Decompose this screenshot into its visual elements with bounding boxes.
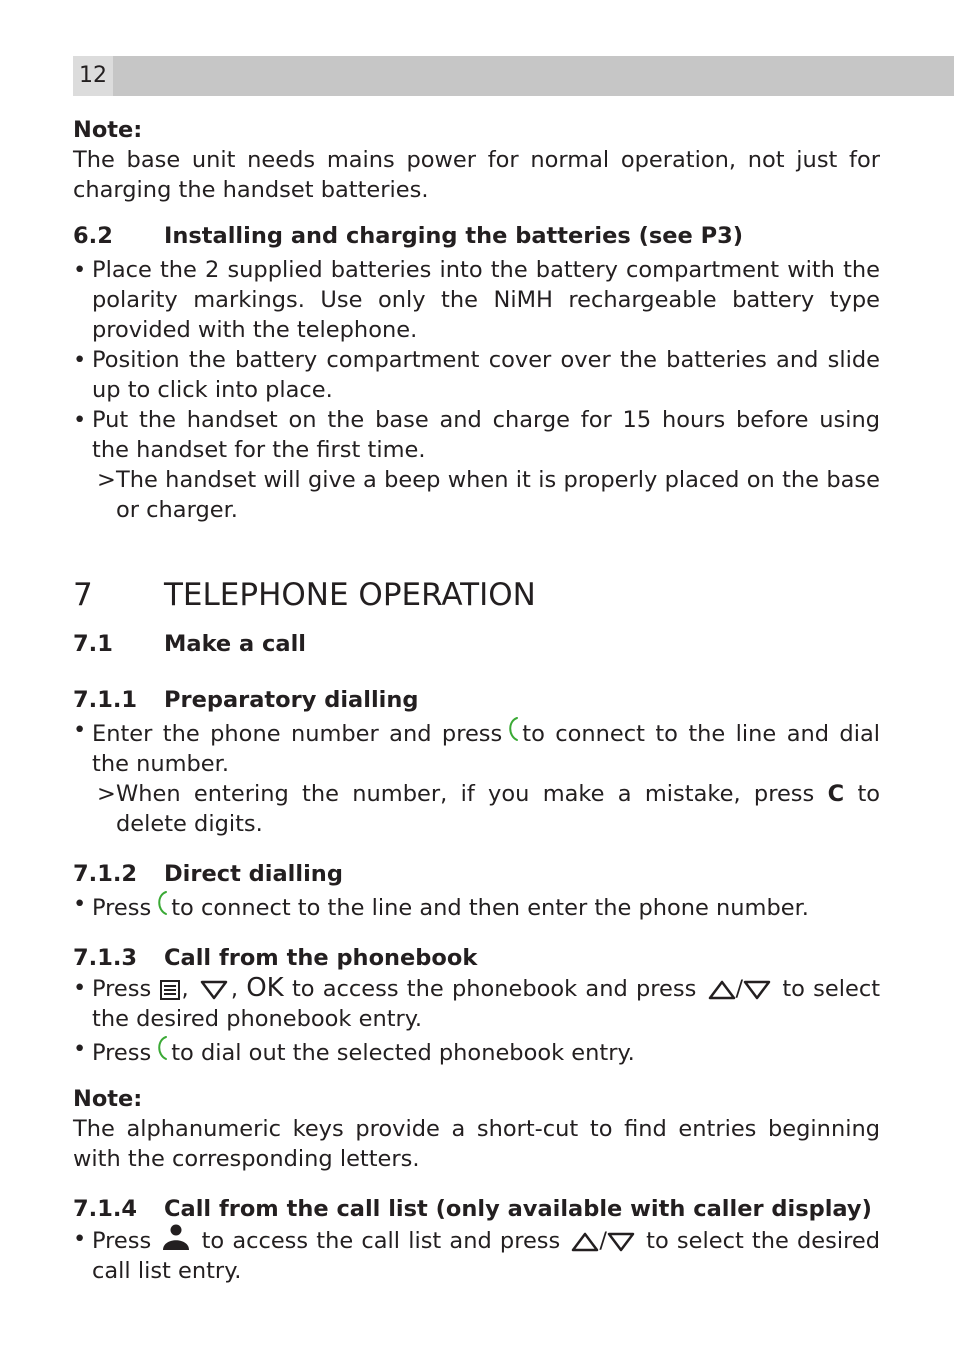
talk-key-icon xyxy=(154,1034,168,1064)
section-heading-6-2 xyxy=(73,221,880,251)
chapter-title: TELEPHONE OPERATION xyxy=(164,577,536,613)
page-content xyxy=(73,115,880,1286)
page-number: 12 xyxy=(73,56,113,96)
header-bar xyxy=(73,56,954,96)
up-arrow-icon xyxy=(571,1232,599,1252)
section-title: Installing and charging the batteries (see P3) xyxy=(164,223,744,249)
down-arrow-icon xyxy=(743,980,771,1000)
list-item: • Press , , OK to access the phonebook and press / to select the desired phonebook entry. xyxy=(73,973,881,1032)
list-item: • Press to connect to the line and then enter the phone number. xyxy=(73,891,809,921)
section-heading-7-1-3: 7.1.3 Call from the phonebook xyxy=(73,945,478,971)
list-item: • Position the battery compartment cover over the batteries and slide up to click into place. xyxy=(73,347,880,403)
note-label: Note: xyxy=(73,1086,143,1112)
list-item: • Press to access the call list and press / to select the desired call list entry. xyxy=(73,1226,881,1284)
note-text: The base unit needs mains power for normal operation, not just for charging the handset batteries. xyxy=(73,147,880,203)
menu-key-icon xyxy=(160,980,180,1000)
chapter-heading xyxy=(73,577,880,613)
down-arrow-icon xyxy=(607,1232,635,1252)
section-heading-7-1-4: 7.1.4 Call from the call list (only available with caller display) xyxy=(73,1196,872,1222)
section-number: 6.2 xyxy=(73,223,113,249)
section-heading-7-1-1: 7.1.1 Preparatory dialling xyxy=(73,687,419,713)
result-note: > When entering the number, if you make a mistake, press C to delete digits. xyxy=(97,781,881,837)
section-heading-7-1: 7.1 Make a call xyxy=(73,631,306,657)
list-item: • Press to dial out the selected phonebook entry. xyxy=(73,1036,635,1066)
list-item: • Put the handset on the base and charge for 15 hours before using the handset for the first time. xyxy=(73,407,880,463)
talk-key-icon xyxy=(154,889,168,919)
note-text: The alphanumeric keys provide a short-cut to find entries beginning with the corresponding letters. xyxy=(73,1116,880,1172)
ok-key-icon: OK xyxy=(246,973,284,1003)
note-label: Note: xyxy=(73,117,143,143)
talk-key-icon xyxy=(505,715,519,745)
call-list-key-icon xyxy=(162,1224,190,1250)
clear-key-icon: C xyxy=(827,781,845,807)
section-heading-7-1-2: 7.1.2 Direct dialling xyxy=(73,861,343,887)
up-arrow-icon xyxy=(708,980,736,1000)
down-arrow-icon xyxy=(200,980,228,1000)
list-item: • Enter the phone number and press to connect to the line and dial the number. xyxy=(73,717,880,777)
result-note: > The handset will give a beep when it is properly placed on the base or charger. xyxy=(97,467,880,523)
list-item: • Place the 2 supplied batteries into the battery compartment with the polarity markings. Use only the NiMH rechargeable battery type provided with the telephone. xyxy=(73,257,880,343)
chapter-number: 7 xyxy=(73,577,93,613)
